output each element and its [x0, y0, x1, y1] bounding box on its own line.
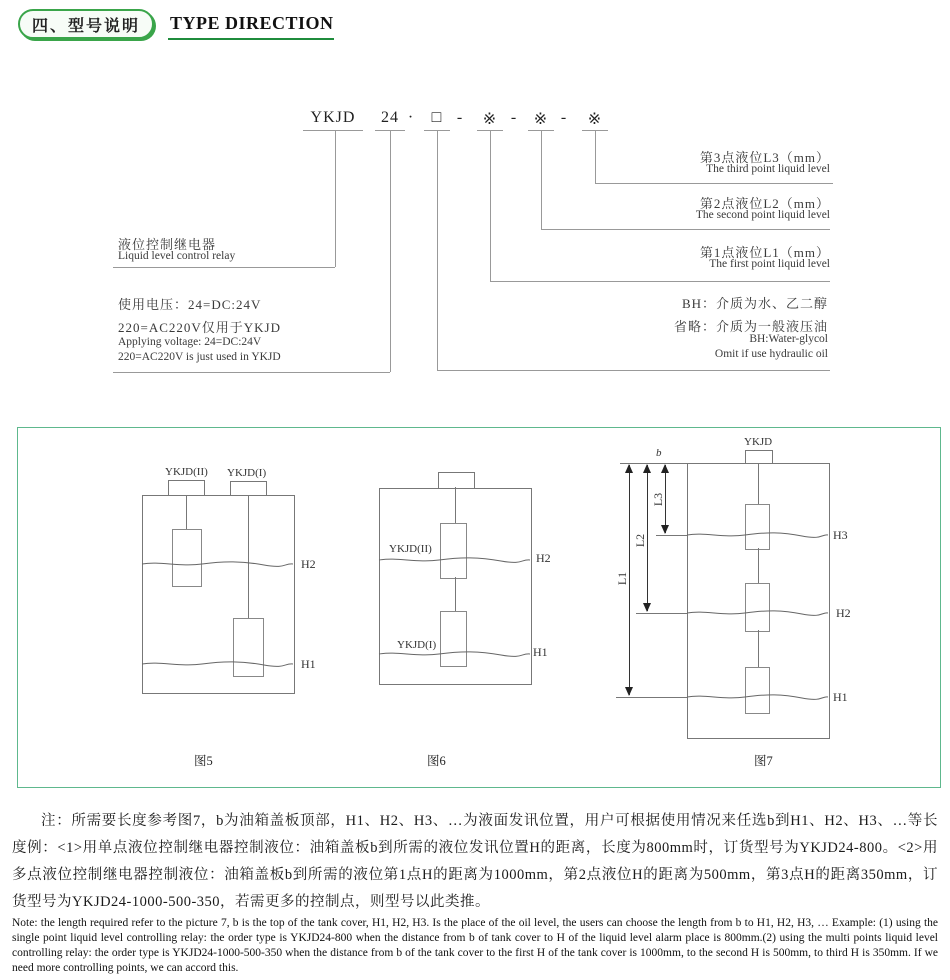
code-token-dash1: - — [456, 109, 464, 126]
fig5-caption: 图5 — [194, 754, 213, 768]
bh-label-line4: Omit if use hydraulic oil — [714, 348, 828, 360]
fig5-wave-h2 — [142, 559, 293, 569]
fig6-device-upper-label: YKJD(II) — [389, 543, 432, 555]
bh-label-line1: BH：介质为水、乙二醇 — [681, 296, 828, 311]
token-underline — [303, 130, 363, 131]
relay-label-cn: 液位控制继电器 — [118, 237, 217, 252]
fig7-dim-l1-arrow-up — [625, 464, 633, 473]
fig7-h1-label: H1 — [833, 690, 848, 704]
fig6-device-lower-label: YKJD(I) — [397, 639, 437, 651]
section-title-badge — [18, 9, 154, 39]
fig7-dim-l3-label: L3 — [651, 492, 666, 507]
connector-line — [390, 130, 391, 372]
fig7-dim-l1-label: L1 — [615, 571, 630, 586]
fig7-dim-l3-arrow-up — [661, 464, 669, 473]
point1-label-cn: 第1点液位L1（mm） — [699, 245, 830, 260]
fig7-device-label: YKJD — [744, 436, 773, 448]
code-token-dot: · — [407, 109, 415, 126]
bh-label-line2: 省略：介质为一般液压油 — [673, 319, 828, 334]
section-title-en: TYPE DIRECTION — [170, 13, 334, 33]
point2-label-en: The second point liquid level — [695, 209, 830, 221]
section-title-cn: 四、型号说明 — [31, 17, 140, 35]
fig7-stem-2 — [758, 548, 759, 583]
fig7-stem-1 — [758, 463, 759, 504]
fig7-dim-l1-arrow-down — [625, 687, 633, 696]
fig7-dim-l2-arrow-up — [643, 464, 651, 473]
connector-line — [541, 229, 830, 230]
voltage-label-line3: Applying voltage: 24=DC:24V — [118, 336, 262, 348]
fig7-h3-extension-line — [656, 535, 687, 536]
fig7-stem-3 — [758, 630, 759, 667]
fig6-stem-lower — [455, 577, 456, 611]
fig7-dim-l3-arrow-down — [661, 525, 669, 534]
fig7-dim-l2-label: L2 — [633, 533, 648, 548]
code-token-star1: ※ — [482, 111, 498, 128]
fig7-h3-label: H3 — [833, 528, 848, 542]
bh-label-line3: BH:Water-glycol — [749, 333, 828, 345]
fig7-b-label: b — [656, 447, 662, 459]
fig5-stem-left — [186, 495, 187, 529]
connector-line — [437, 130, 438, 370]
connector-line — [437, 370, 830, 371]
voltage-label-line4: 220=AC220V is just used in YKJD — [118, 351, 281, 363]
voltage-label-line2: 220=AC220V仅用于YKJD — [118, 320, 282, 335]
fig6-wave-h2 — [379, 555, 530, 565]
fig6-h2-label: H2 — [536, 551, 551, 565]
point2-label-cn: 第2点液位L2（mm） — [699, 196, 830, 211]
code-token-series: YKJD — [310, 109, 356, 126]
note-paragraph-en: Note: the length required refer to the picture 7, b is the top of the tank cover, H1, H2, H3. Is the place of the oil level, the users can choose the length from b to H1, H2, H3, … Example: (1) using the single point liquid level controlling relay: the order type is YKJD24-800 when the distance from b of tank cover to H of the liquid level alarm place is 800mm.(2) using the multi points liquid level controlling relay: the order type is YKJD24-1000-500-350 when the distance from b of the tank cover to the first H of the tank cover is 1000mm, to the second H is 500mm, to third H is 350mm. If we need more controlling points, we can accord this. — [12, 917, 938, 974]
connector-line — [335, 130, 336, 267]
connector-line — [113, 372, 390, 373]
voltage-label-line1: 使用电压：24=DC:24V — [118, 297, 262, 312]
fig7-wave-h2 — [687, 608, 828, 618]
fig7-wave-h1 — [687, 692, 828, 702]
note-paragraph-cn: 注：所需要长度参考图7，b为油箱盖板顶部，H1、H2、H3、…为液面发讯位置，用户可根据使用情况来任选b到H1、H2、H3、…等长度例：<1>用单点液位控制继电器控制液位：油箱盖板b到所需的液位发讯位置H的距离，长度为800mm时，订货型号为YKJD24-800。<2>用多点液位控制继电器控制液位：油箱盖板b到所需的液位第1点H的距离为1000mm，第2点液位H的距离为500mm，第3点H的距离350mm，订货型号为YKJD24-1000-500-350，若需更多的控制点，则型号以此类推。 — [12, 813, 938, 910]
fig5-stem-right — [248, 496, 249, 618]
connector-line — [595, 183, 833, 184]
fig5-device-right-label: YKJD(I) — [227, 467, 267, 479]
fig6-wave-h1 — [379, 649, 530, 659]
fig6-h1-label: H1 — [533, 645, 548, 659]
connector-line — [113, 267, 335, 268]
fig6-head-box — [438, 472, 475, 489]
title-underline — [168, 38, 334, 40]
connector-line — [490, 130, 491, 281]
code-token-box: □ — [431, 109, 443, 126]
fig7-float-bottom — [745, 667, 770, 714]
fig5-h2-label: H2 — [301, 557, 316, 571]
code-token-star3: ※ — [587, 111, 603, 128]
point1-label-en: The first point liquid level — [709, 258, 830, 270]
code-token-dash2: - — [510, 109, 518, 126]
code-token-star2: ※ — [533, 111, 549, 128]
fig7-h1-extension-line — [616, 697, 687, 698]
fig7-h2-label: H2 — [836, 606, 851, 620]
fig7-wave-h3 — [687, 530, 828, 540]
code-token-voltage: 24 — [381, 109, 399, 126]
fig7-caption: 图7 — [754, 754, 773, 768]
point3-label-en: The third point liquid level — [706, 163, 830, 175]
fig5-wave-h1 — [142, 659, 293, 669]
fig6-stem-upper — [455, 487, 456, 523]
fig7-float-top — [745, 504, 770, 550]
fig6-float-upper — [440, 523, 467, 579]
fig6-caption: 图6 — [427, 754, 446, 768]
fig5-h1-label: H1 — [301, 657, 316, 671]
fig7-dim-l2-arrow-down — [643, 603, 651, 612]
code-token-dash3: - — [560, 109, 568, 126]
point3-label-cn: 第3点液位L3（mm） — [699, 150, 830, 165]
connector-line — [490, 281, 830, 282]
fig5-float-left — [172, 529, 202, 587]
fig5-device-left-label: YKJD(II) — [165, 466, 208, 478]
fig7-h2-extension-line — [636, 613, 687, 614]
relay-label-en: Liquid level control relay — [118, 250, 236, 262]
